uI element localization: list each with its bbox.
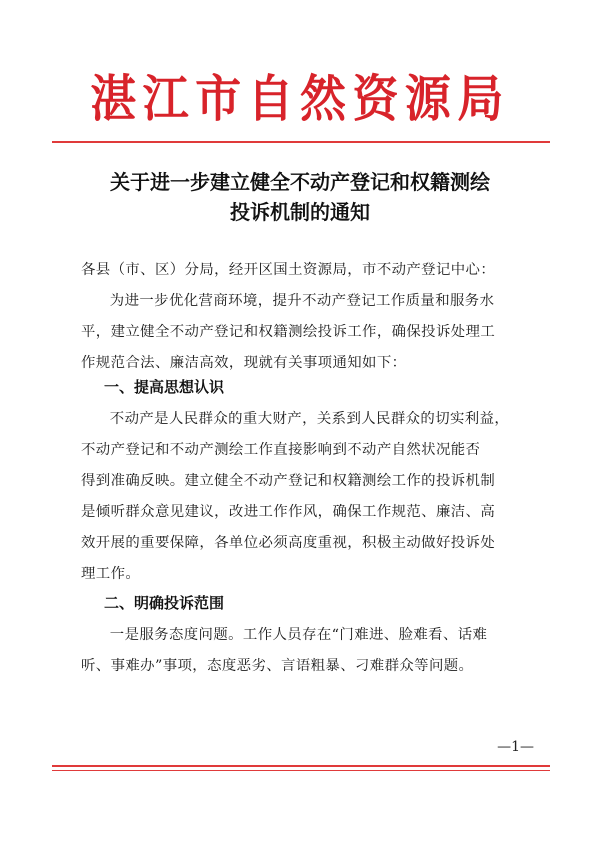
footer-red-rule-bottom — [52, 770, 550, 771]
masthead-red-rule — [52, 141, 550, 143]
document-title-line-2: 投诉机制的通知 — [230, 200, 370, 224]
section1-line: 是倾听群众意见建议，改进工作作风，确保工作规范、廉洁、高 — [81, 504, 496, 520]
intro-line: 作规范合法、廉洁高效，现就有关事项通知如下： — [81, 355, 407, 371]
document-title-line-1: 关于进一步建立健全不动产登记和权籍测绘 — [110, 170, 490, 194]
section1-line: 得到准确反映。建立健全不动产登记和权籍测绘工作的投诉机制 — [81, 473, 496, 489]
intro-line: 为进一步优化营商环境，提升不动产登记工作质量和服务水 — [109, 293, 495, 309]
section-heading-1: 一、提高思想认识 — [104, 378, 225, 396]
intro-line: 平，建立健全不动产登记和权籍测绘投诉工作，确保投诉处理工 — [81, 324, 496, 340]
section1-line: 不动产是人民群众的重大财产，关系到人民群众的切实利益， — [109, 411, 510, 427]
section1-line: 效开展的重要保障，各单位必须高度重视，积极主动做好投诉处 — [81, 535, 496, 551]
section-heading-2: 二、明确投诉范围 — [104, 594, 225, 612]
masthead-title: 湛江市自然资源局 — [90, 69, 510, 128]
addressee: 各县（市、区）分局，经开区国土资源局，市不动产登记中心： — [81, 262, 496, 278]
section2-line: 一是服务态度问题。工作人员存在“门难进、脸难看、话难 — [109, 627, 488, 643]
section1-line: 理工作。 — [81, 566, 141, 582]
page-number: —1— — [497, 739, 534, 755]
section2-line: 听、事难办”事项，态度恶劣、言语粗暴、刁难群众等问题。 — [81, 658, 474, 674]
footer-red-rule-top — [52, 765, 550, 767]
section1-line: 不动产登记和不动产测绘工作直接影响到不动产自然状况能否 — [81, 442, 481, 458]
